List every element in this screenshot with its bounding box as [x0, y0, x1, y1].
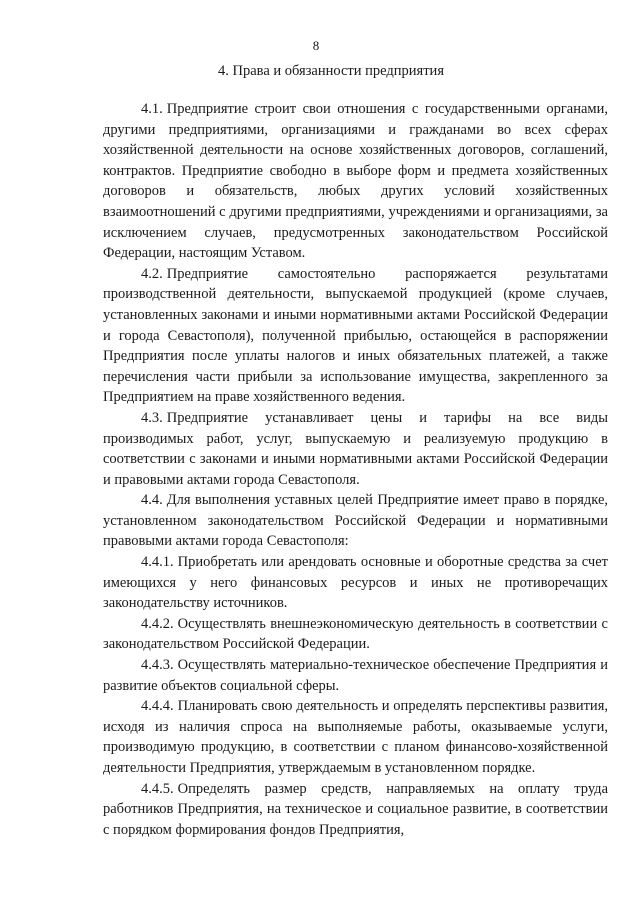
paragraph-number: 4.4.1.: [141, 554, 174, 571]
paragraph-4-4-4: [103, 696, 608, 778]
paragraph-4-4-2: [103, 614, 608, 655]
paragraph-number: 4.4.4.: [141, 698, 174, 715]
paragraph-4-4: [103, 490, 608, 552]
paragraph-text: Предприятие самостоятельно распоряжается результатами производственной деятельности, выпускаемой продукцией (кроме случаев, установленных законами и иными нормативными актами Российской Федерации и города Севастополя), полученной прибылью, остающейся в распоряжении Предприятия после уплаты налогов и иных обязательных платежей, а также перечисления части прибыли за использование имущества, закрепленного за Предприятием на праве хозяйственного ведения.: [103, 265, 608, 406]
paragraph-text: Предприятие строит свои отношения с государственными органами, другими предприятиями, организациями и гражданами во всех сферах хозяйственной деятельности на основе хозяйственных договоров, соглашений, контрактов. Предприятие свободно в выборе форм и предмета хозяйственных договоров и обязательств, любых других условий хозяйственных взаимоотношений с другими предприятиями, учреждениями и организациями, за исключением случаев, предусмотренных законодательством Российской Федерации, настоящим Уставом.: [103, 101, 608, 262]
paragraph-text: Приобретать или арендовать основные и оборотные средства за счет имеющихся у него финансовых ресурсов и иных не противоречащих законодательству источников.: [103, 554, 608, 612]
paragraph-4-4-3: [103, 655, 608, 696]
paragraph-4-4-1: [103, 552, 608, 614]
paragraph-4-2: [103, 264, 608, 408]
paragraph-text: Осуществлять внешнеэкономическую деятельность в соответствии с законодательством Российской Федерации.: [103, 615, 608, 653]
paragraph-number: 4.1.: [141, 101, 163, 117]
paragraph-text: Определять размер средств, направляемых на оплату труда работников Предприятия, на техническое и социальное развитие, в соответствии с порядком формирования фондов Предприятия,: [103, 780, 608, 838]
paragraph-number: 4.4.2.: [141, 615, 174, 632]
paragraph-text: Планировать свою деятельность и определять перспективы развития, исходя из наличия спроса на выполняемые работы, оказываемые услуги, производимую продукцию, в соответствии с планом финансово-хозяйственной деятельности Предприятия, утверждаемым в установленном порядке.: [103, 698, 608, 776]
paragraph-text: Осуществлять материально-техническое обеспечение Предприятия и развитие объектов социальной сферы.: [103, 657, 608, 694]
document-body: [103, 99, 608, 840]
paragraph-number: 4.4.3.: [141, 657, 174, 674]
paragraph-number: 4.4.: [141, 492, 163, 509]
paragraph-number: 4.3.: [141, 409, 163, 426]
page-number: 8: [312, 38, 320, 53]
paragraph-4-3: [103, 408, 608, 490]
paragraph-number: 4.2.: [141, 265, 163, 282]
paragraph-text: Для выполнения уставных целей Предприятие имеет право в порядке, установленном законодательством Российской Федерации и нормативными правовыми актами города Севастополя:: [103, 492, 608, 550]
section-title: 4. Права и обязанности предприятия: [218, 63, 444, 79]
paragraph-number: 4.4.5.: [141, 780, 174, 797]
paragraph-4-1: [103, 99, 608, 264]
paragraph-text: Предприятие устанавливает цены и тарифы на все виды производимых работ, услуг, выпускаемую и реализуемую продукцию в соответствии с законами и иными нормативными актами Российской Федерации и правовыми актами города Севастополя.: [103, 409, 608, 488]
paragraph-4-4-5: [103, 779, 608, 841]
